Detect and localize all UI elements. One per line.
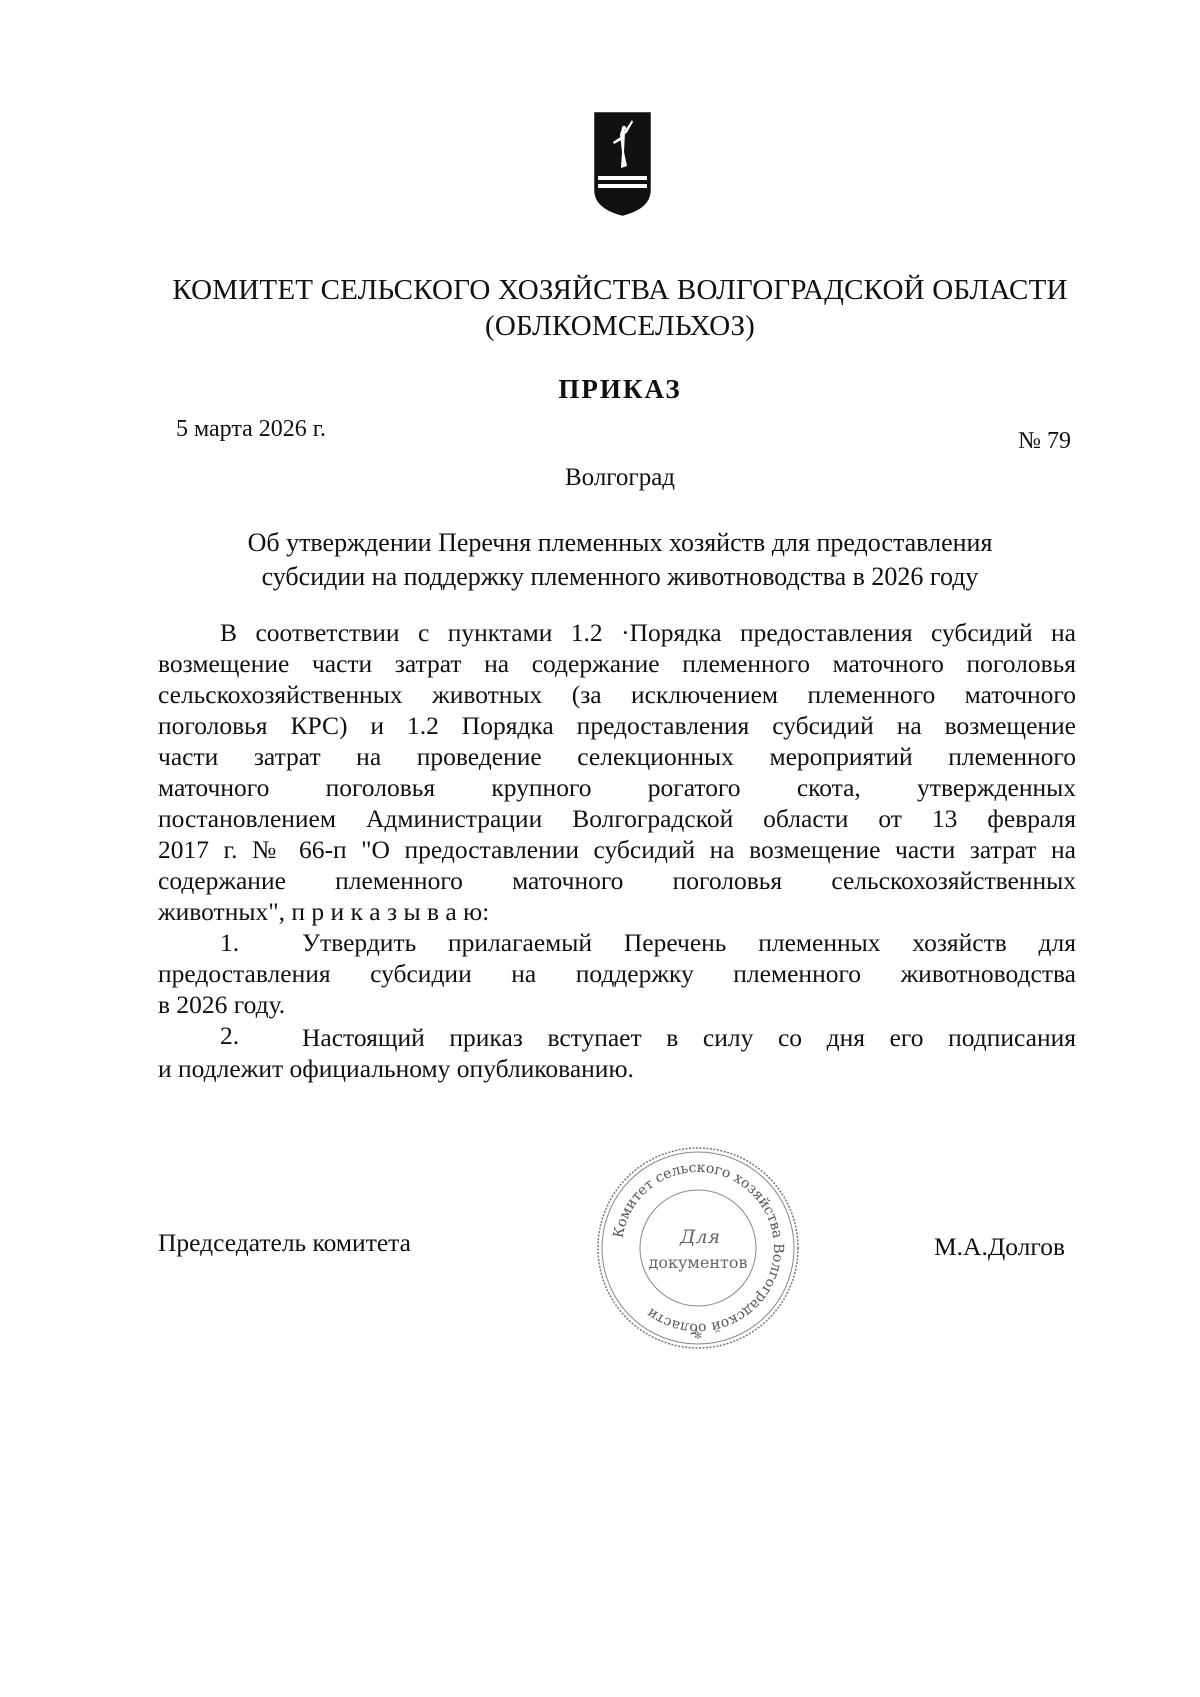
preamble-line: поголовья КРС) и 1.2 Порядка предоставления субсидий на возмещение	[158, 711, 1076, 740]
preamble-line: содержание племенного маточного поголовья сельскохозяйственных	[158, 866, 1076, 895]
item-number: 2.	[220, 1021, 240, 1050]
preamble-line: постановлением Администрации Волгоградской области от 13 февраля	[158, 804, 1076, 833]
item-text-line: в 2026 году.	[158, 990, 286, 1019]
preamble-line: возмещение части затрат на содержание племенного маточного поголовья	[158, 649, 1076, 678]
order-date: 5 марта 2026 г.	[176, 416, 326, 442]
item-text-line: Настоящий приказ вступает в силу со дня его подписания	[302, 1023, 1076, 1052]
item-text-line: Утвердить прилагаемый Перечень племенных хозяйств для	[302, 928, 1076, 957]
order-title: ПРИКАЗ	[558, 374, 682, 404]
official-stamp	[594, 1144, 802, 1352]
order-subject-line: субсидии на поддержку племенного животноводства в 2026 году	[261, 562, 979, 591]
stamp-inner-line: Для	[679, 1226, 721, 1248]
order-subject-line: Об утверждении Перечня племенных хозяйств для предоставления	[247, 528, 993, 557]
preamble-line: животных", п р и к а з ы в а ю:	[158, 897, 490, 926]
stamp-star-icon: ✻	[693, 1331, 703, 1342]
item-number: 1.	[220, 928, 240, 957]
signatory-role: Председатель комитета	[158, 1228, 411, 1257]
order-number: № 79	[1018, 428, 1071, 454]
signatory-name: М.А.Долгов	[934, 1232, 1065, 1261]
preamble-line: маточного поголовья крупного рогатого скота, утвержденных	[158, 773, 1076, 802]
committee-abbreviation: (ОБЛКОМСЕЛЬХОЗ)	[484, 310, 756, 342]
preamble-line: В соответствии с пунктами 1.2 ·Порядка предоставления субсидий на	[220, 618, 1076, 647]
preamble-line: части затрат на проведение селекционных мероприятий племенного	[158, 742, 1076, 771]
committee-name: КОМИТЕТ СЕЛЬСКОГО ХОЗЯЙСТВА ВОЛГОГРАДСКОЙ ОБЛАСТИ	[172, 274, 1068, 306]
preamble-line: 2017 г. № 66-п "О предоставлении субсидий на возмещение части затрат на	[158, 835, 1076, 864]
stamp-ring-text: Комитет сельского хозяйства Волгоградской области	[610, 1159, 787, 1337]
item-text-line: и подлежит официальному опубликованию.	[158, 1054, 634, 1083]
stamp-inner-line: документов	[648, 1253, 748, 1272]
coat-of-arms-icon	[594, 112, 651, 216]
preamble-line: сельскохозяйственных животных (за исключением племенного маточного	[158, 680, 1076, 709]
item-text-line: предоставления субсидии на поддержку племенного животноводства	[158, 959, 1076, 988]
order-city: Волгоград	[564, 464, 676, 491]
